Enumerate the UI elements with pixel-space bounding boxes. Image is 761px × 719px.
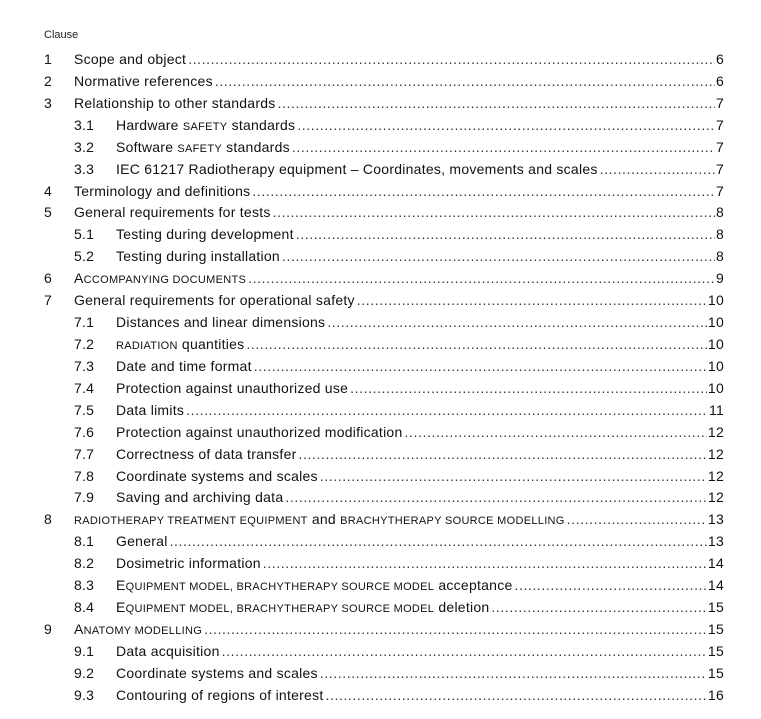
toc-title-part: Testing during installation: [116, 248, 280, 265]
toc-dot-leader: [248, 268, 715, 290]
toc-entry-page-number: 15: [707, 620, 724, 637]
toc-dot-leader: [292, 137, 715, 159]
toc-dot-leader: [405, 422, 707, 444]
toc-entry-title: [116, 400, 184, 422]
toc-entry-page-number: 13: [707, 511, 724, 528]
toc-dot-leader: [567, 509, 707, 531]
toc-entry[interactable]: [0, 685, 761, 707]
toc-entry-number: 7.6: [74, 423, 95, 440]
toc-entry-page-number: 7: [715, 94, 724, 111]
toc-entry[interactable]: [0, 290, 761, 312]
toc-entry-page-number: 6: [715, 51, 724, 67]
toc-title-part: Saving and archiving data: [116, 489, 284, 506]
toc-dot-leader: [222, 641, 707, 663]
toc-entry[interactable]: [0, 49, 761, 71]
toc-entry-page-number: 12: [707, 489, 724, 506]
toc-entry-number: 8.1: [74, 533, 95, 550]
toc-entry[interactable]: [0, 202, 761, 224]
toc-dot-leader: [297, 115, 715, 137]
toc-entry-title: [116, 422, 403, 444]
toc-entry-page-number: 12: [707, 445, 724, 462]
toc-entry-title: [116, 378, 348, 400]
toc-entry-page-number: 12: [707, 467, 724, 484]
toc-title-part: Scope and object: [74, 51, 187, 67]
toc-entry-title: [116, 137, 290, 159]
toc-entry-title: [116, 531, 168, 553]
toc-title-part: Date and time format: [116, 357, 252, 374]
toc-entry[interactable]: [0, 531, 761, 553]
toc-entry-number: 7.3: [74, 357, 95, 374]
toc-title-smallcaps-part: QUIPMENT MODEL, BRACHYTHERAPY SOURCE MODEL: [125, 603, 435, 616]
toc-entry-title: [74, 93, 276, 115]
toc-entry[interactable]: [0, 356, 761, 378]
toc-dot-leader: [320, 466, 707, 488]
toc-entry-number: 7.4: [74, 379, 95, 396]
toc-title-part: Coordinate systems and scales: [116, 664, 318, 681]
toc-title-part: Contouring of regions of interest: [116, 686, 324, 703]
toc-entry[interactable]: [0, 444, 761, 466]
toc-title-part: Dosimetric information: [116, 555, 261, 572]
toc-entry-number: 7.5: [74, 401, 95, 418]
toc-entry-number: 9.2: [74, 664, 95, 681]
toc-entry-title: [74, 49, 186, 71]
toc-entry-number: 5: [44, 204, 53, 221]
toc-entry-number: 3: [44, 94, 53, 111]
toc-entry[interactable]: [0, 334, 761, 356]
toc-entry-title: [74, 509, 565, 531]
toc-title-smallcaps-part: CCOMPANYING DOCUMENTS: [83, 274, 247, 287]
toc-entry-title: [74, 71, 213, 93]
toc-entry-page-number: 7: [715, 138, 724, 155]
toc-title-part: and: [307, 511, 341, 528]
toc-dot-leader: [170, 531, 707, 553]
toc-entry-page-number: 13: [707, 533, 724, 550]
toc-entry[interactable]: [0, 422, 761, 444]
clause-column-label: Clause: [44, 29, 79, 41]
toc-dot-leader: [246, 334, 707, 356]
toc-title-part: Terminology and definitions: [74, 182, 251, 199]
toc-entry-title: [116, 115, 295, 137]
toc-entry-page-number: 6: [715, 72, 724, 89]
toc-title-part: Testing during development: [116, 226, 294, 243]
toc-dot-leader: [320, 663, 707, 685]
toc-entry-page-number: 12: [707, 423, 724, 440]
toc-entry-number: 7.9: [74, 489, 95, 506]
toc-entry[interactable]: [0, 268, 761, 290]
toc-title-smallcaps-part: RADIATION: [116, 339, 178, 352]
toc-entry-page-number: 10: [707, 335, 724, 352]
toc-entry-number: 5.1: [74, 226, 95, 243]
toc-title-part: A: [74, 620, 84, 637]
toc-entry-page-number: 14: [707, 577, 724, 594]
toc-title-part: Protection against unauthorized use: [116, 379, 349, 396]
toc-title-part: General requirements for tests: [74, 204, 271, 221]
toc-entry-title: [116, 466, 318, 488]
toc-entry-title: [74, 290, 355, 312]
toc-dot-leader: [285, 487, 707, 509]
toc-dot-leader: [296, 224, 715, 246]
toc-title-smallcaps-part: SAFETY: [177, 142, 222, 155]
toc-entry-title: [116, 641, 220, 663]
toc-dot-leader: [350, 378, 707, 400]
toc-dot-leader: [254, 356, 707, 378]
toc-entry[interactable]: [0, 553, 761, 575]
toc-title-smallcaps-part: RADIOTHERAPY TREATMENT EQUIPMENT: [74, 515, 308, 528]
toc-entry[interactable]: [0, 663, 761, 685]
toc-title-part: E: [116, 577, 126, 594]
toc-entry-page-number: 9: [715, 270, 724, 287]
toc-title-part: deletion: [434, 599, 490, 616]
toc-entry-page-number: 7: [715, 116, 724, 133]
toc-title-part: acceptance: [434, 577, 513, 594]
toc-entry-title: [116, 597, 489, 619]
toc-entry-title: [116, 663, 318, 685]
toc-entry-number: 7.2: [74, 335, 95, 352]
toc-title-part: Coordinate systems and scales: [116, 467, 318, 484]
toc-entry-page-number: 10: [707, 379, 724, 396]
toc-title-part: standards: [227, 116, 296, 133]
toc-title-part: Software: [116, 138, 178, 155]
toc-title-part: IEC 61217 Radiotherapy equipment – Coordinates, movements and scales: [116, 160, 598, 177]
toc-dot-leader: [514, 575, 706, 597]
toc-entry-number: 2: [44, 72, 53, 89]
toc-title-part: standards: [221, 138, 290, 155]
toc-entry-number: 8.2: [74, 555, 95, 572]
toc-title-smallcaps-part: QUIPMENT MODEL, BRACHYTHERAPY SOURCE MODEL: [125, 581, 435, 594]
toc-entry-number: 7.1: [74, 314, 95, 331]
toc-entry-title: [116, 312, 325, 334]
toc-dot-leader: [188, 49, 715, 71]
toc-entry-number: 5.2: [74, 248, 95, 265]
toc-title-part: Protection against unauthorized modification: [116, 423, 403, 440]
toc-entry[interactable]: [0, 400, 761, 422]
toc-dot-leader: [327, 312, 707, 334]
toc-dot-leader: [263, 553, 707, 575]
toc-title-part: General requirements for operational safety: [74, 292, 355, 309]
toc-title-part: Data acquisition: [116, 642, 220, 659]
toc-entry-page-number: 14: [707, 555, 724, 572]
toc-entry-number: 3.2: [74, 138, 95, 155]
toc-entry-number: 3.1: [74, 116, 95, 133]
toc-entry-number: 7.7: [74, 445, 95, 462]
toc-title-smallcaps-part: BRACHYTHERAPY SOURCE MODELLING: [340, 515, 565, 528]
toc-entry-number: 8: [44, 511, 53, 528]
toc-entry[interactable]: [0, 466, 761, 488]
toc-dot-leader: [215, 71, 715, 93]
toc-entry-title: [116, 356, 252, 378]
toc-dot-leader: [278, 93, 715, 115]
toc-title-part: A: [74, 270, 84, 287]
toc-dot-leader: [491, 597, 707, 619]
toc-title-part: E: [116, 599, 126, 616]
toc-entry-page-number: 15: [707, 599, 724, 616]
toc-entry-page-number: 8: [715, 204, 724, 221]
toc-dot-leader: [273, 202, 715, 224]
toc-entry-title: [74, 619, 202, 641]
toc-dot-leader: [299, 444, 707, 466]
toc-title-smallcaps-part: NATOMY MODELLING: [83, 624, 203, 637]
toc-title-part: quantities: [177, 335, 245, 352]
toc-entry-page-number: 7: [715, 160, 724, 177]
toc-title-part: Correctness of data transfer: [116, 445, 297, 462]
toc-entry-title: [74, 202, 271, 224]
toc-entry[interactable]: [0, 597, 761, 619]
toc-entry[interactable]: [0, 181, 761, 203]
toc-title-smallcaps-part: SAFETY: [182, 120, 228, 133]
toc-title-part: Relationship to other standards: [74, 94, 276, 111]
toc-title-part: General: [116, 533, 168, 550]
toc-dot-leader: [600, 159, 715, 181]
toc-entry-number: 3.3: [74, 160, 95, 177]
toc-entry-page-number: 10: [707, 314, 724, 331]
toc-entry-title: [116, 553, 261, 575]
toc-entry-number: 1: [44, 51, 53, 67]
toc-entry[interactable]: [0, 93, 761, 115]
toc-entry[interactable]: [0, 159, 761, 181]
toc-dot-leader: [357, 290, 707, 312]
toc-entry-title: [116, 334, 244, 356]
toc-entry-number: 9: [44, 620, 53, 637]
toc-entry-title: [116, 159, 598, 181]
toc-entry[interactable]: [0, 641, 761, 663]
toc-entry-number: 9.1: [74, 642, 95, 659]
toc-title-part: Data limits: [116, 401, 185, 418]
toc-entry-title: [74, 268, 246, 290]
toc-title-part: Hardware: [116, 116, 183, 133]
toc-entry-number: 6: [44, 270, 53, 287]
toc-entry[interactable]: [0, 137, 761, 159]
toc-entry[interactable]: [0, 71, 761, 93]
toc-entry-number: 7: [44, 292, 53, 309]
toc-entry-page-number: 10: [707, 357, 724, 374]
toc-entry-title: [116, 487, 283, 509]
toc-entry-page-number: 15: [707, 664, 724, 681]
toc-title-part: Distances and linear dimensions: [116, 314, 326, 331]
toc-entry[interactable]: [0, 246, 761, 268]
toc-entry-number: 7.8: [74, 467, 95, 484]
toc-entry[interactable]: [0, 487, 761, 509]
toc-entry-title: [116, 444, 297, 466]
toc-entry[interactable]: [0, 378, 761, 400]
toc-entry-page-number: 8: [715, 248, 724, 265]
toc-entry-page-number: 11: [708, 401, 724, 418]
toc-entry-number: 4: [44, 182, 53, 199]
toc-entry[interactable]: [0, 575, 761, 597]
toc-entry[interactable]: [0, 115, 761, 137]
toc-dot-leader: [282, 246, 715, 268]
toc-entry[interactable]: [0, 509, 761, 531]
toc-entry[interactable]: [0, 224, 761, 246]
toc-entry-number: 8.3: [74, 577, 95, 594]
toc-entry-number: 8.4: [74, 599, 95, 616]
toc-entry-title: [116, 224, 294, 246]
toc-entry-title: [116, 685, 323, 707]
table-of-contents: [0, 49, 761, 707]
toc-entry[interactable]: [0, 312, 761, 334]
toc-entry-page-number: 15: [707, 642, 724, 659]
toc-entry-title: [116, 246, 280, 268]
toc-dot-leader: [186, 400, 708, 422]
toc-dot-leader: [325, 685, 706, 707]
toc-entry-title: [74, 181, 250, 203]
toc-title-part: Normative references: [74, 72, 213, 89]
toc-dot-leader: [252, 181, 715, 203]
toc-entry-page-number: 8: [715, 226, 724, 243]
toc-entry-page-number: 16: [707, 686, 724, 703]
toc-entry[interactable]: [0, 619, 761, 641]
toc-entry-page-number: 10: [707, 292, 724, 309]
toc-entry-title: [116, 575, 512, 597]
toc-entry-page-number: 7: [715, 182, 724, 199]
toc-entry-number: 9.3: [74, 686, 95, 703]
toc-dot-leader: [204, 619, 707, 641]
